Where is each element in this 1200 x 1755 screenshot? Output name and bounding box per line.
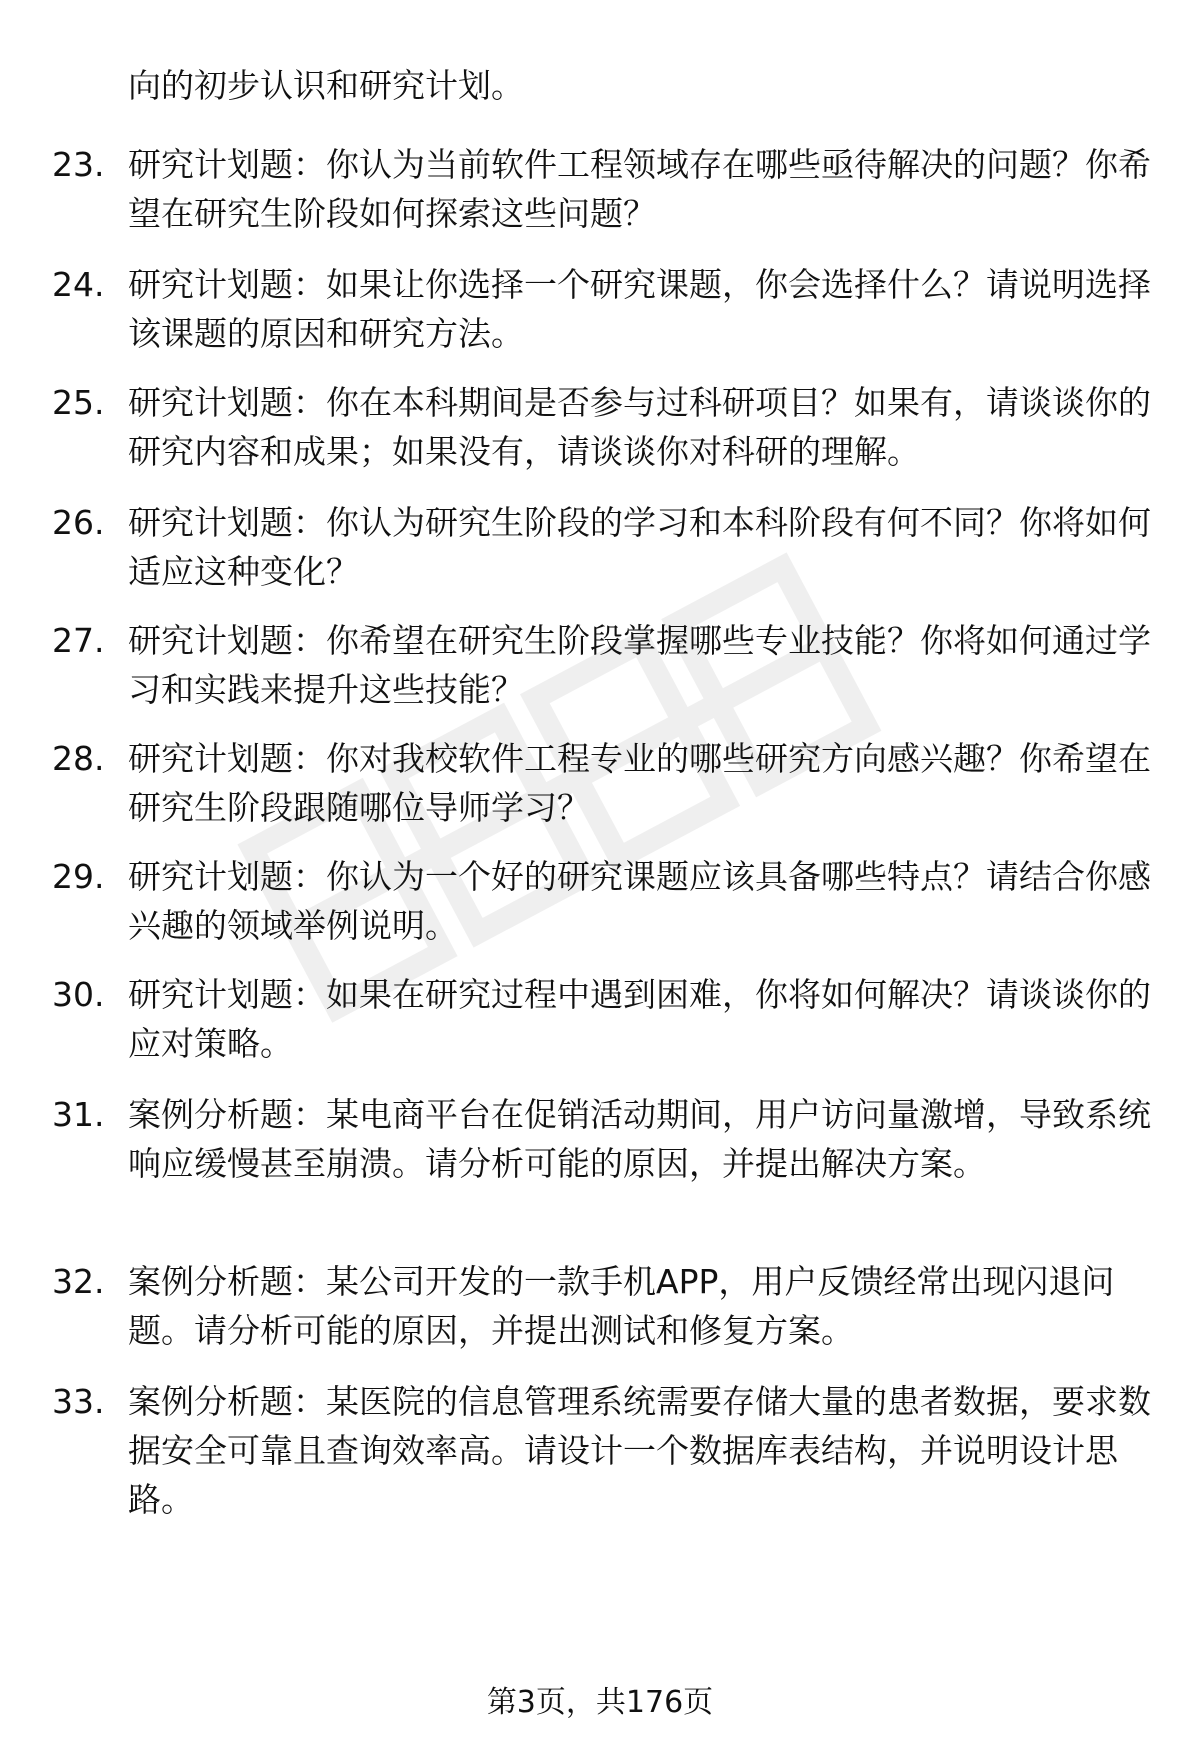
question-item [52, 260, 1152, 378]
question-text: 研究计划题：你在本科期间是否参与过科研项目？如果有，请谈谈你的研究内容和成果；如果没有，请谈谈你对科研的理解。 [128, 383, 1151, 471]
question-text: 研究计划题：你认为当前软件工程领域存在哪些亟待解决的问题？你希望在研究生阶段如何探索这些问题？ [128, 145, 1151, 233]
question-text: 研究计划题：你希望在研究生阶段掌握哪些专业技能？你将如何通过学习和实践来提升这些技能？ [128, 621, 1151, 709]
question-item [52, 1090, 1152, 1257]
question-text: 研究计划题：如果在研究过程中遇到困难，你将如何解决？请谈谈你的应对策略。 [128, 975, 1151, 1063]
question-item [52, 1377, 1152, 1527]
question-text: 研究计划题：如果让你选择一个研究课题，你会选择什么？请说明选择该课题的原因和研究方法。 [128, 265, 1151, 353]
question-item [52, 378, 1152, 498]
page-footer: 第3页，共176页 [486, 1685, 714, 1720]
question-text: 案例分析题：某医院的信息管理系统需要存储大量的患者数据，要求数据安全可靠且查询效率高。请设计一个数据库表结构，并说明设计思路。 [128, 1382, 1151, 1519]
question-text: 案例分析题：某公司开发的一款手机APP，用户反馈经常出现闪退问题。请分析可能的原因，并提出测试和修复方案。 [128, 1262, 1115, 1350]
question-text: 研究计划题：你对我校软件工程专业的哪些研究方向感兴趣？你希望在研究生阶段跟随哪位导师学习？ [128, 739, 1151, 827]
question-list [52, 140, 1152, 1527]
question-number: 32. [52, 1262, 105, 1301]
question-number: 33. [52, 1382, 105, 1421]
question-number: 28. [52, 739, 105, 778]
question-number: 23. [52, 145, 105, 184]
question-text: 案例分析题：某电商平台在促销活动期间，用户访问量激增，导致系统响应缓慢甚至崩溃。请分析可能的原因，并提出解决方案。 [128, 1095, 1151, 1183]
question-number: 31. [52, 1095, 105, 1134]
question-text: 研究计划题：你认为研究生阶段的学习和本科阶段有何不同？你将如何适应这种变化？ [128, 503, 1151, 591]
question-item [52, 734, 1152, 852]
question-item [52, 852, 1152, 970]
question-number: 29. [52, 857, 105, 896]
question-number: 24. [52, 265, 105, 304]
question-number: 30. [52, 975, 105, 1014]
question-number: 26. [52, 503, 105, 542]
question-item [52, 970, 1152, 1090]
question-item [52, 1257, 1152, 1377]
question-number: 27. [52, 621, 105, 660]
continuation-text: 向的初步认识和研究计划。 [128, 66, 524, 105]
question-number: 25. [52, 383, 105, 422]
question-item [52, 498, 1152, 616]
question-item [52, 140, 1152, 260]
question-text: 研究计划题：你认为一个好的研究课题应该具备哪些特点？请结合你感兴趣的领域举例说明。 [128, 857, 1151, 945]
question-item [52, 616, 1152, 734]
